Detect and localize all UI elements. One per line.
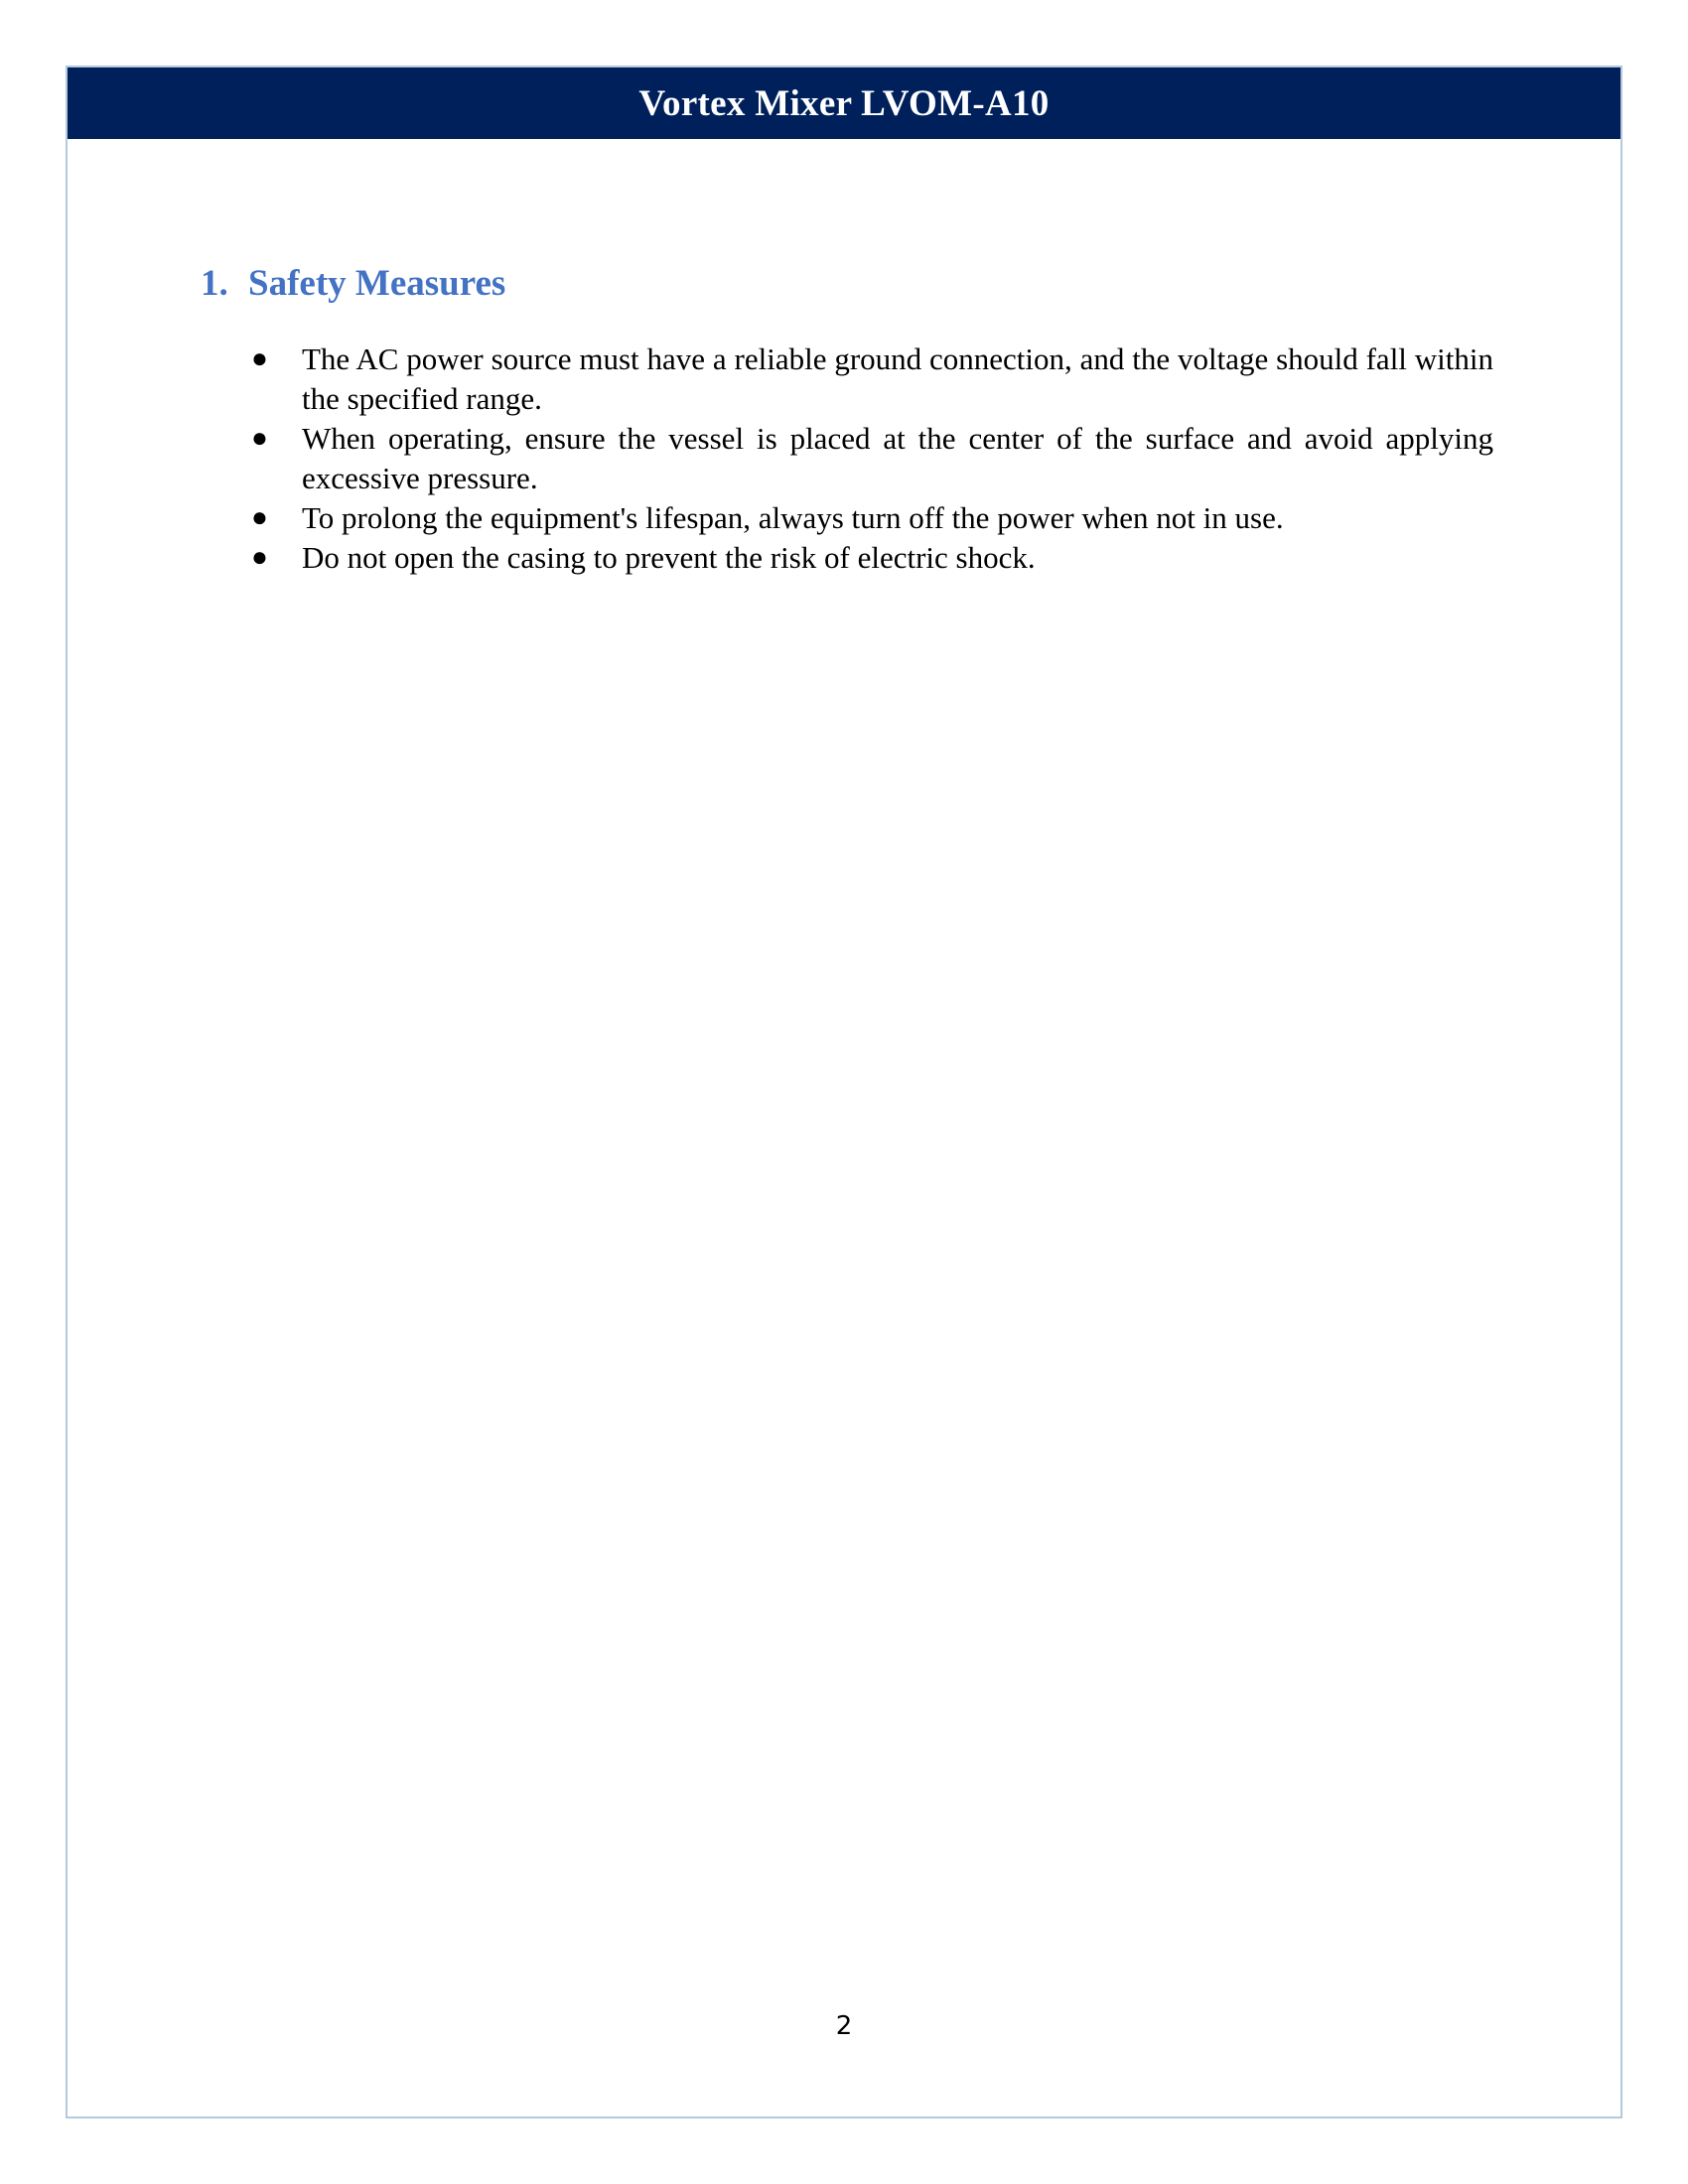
bullet-icon: ● [251,542,268,574]
section-title: Safety Measures [248,263,506,304]
section-heading [201,262,1493,306]
list-item-text: The AC power source must have a reliable ground connection, and the voltage should fall within the specified range. [302,341,1493,417]
list-item-text: When operating, ensure the vessel is placed at the center of the surface and avoid applying excessive pressure. [302,421,1493,496]
bullet-icon: ● [251,502,268,534]
list-item [251,340,1493,419]
safety-bullet-list [201,340,1493,578]
document-header [68,68,1620,139]
list-item-text: To prolong the equipment's lifespan, always turn off the power when not in use. [302,500,1284,536]
section-number: 1. [201,263,228,304]
safety-section [201,262,1493,578]
bullet-icon: ● [251,343,268,375]
list-item [251,538,1493,578]
page-number: 2 [835,2011,853,2041]
bullet-icon: ● [251,423,268,455]
list-item-text: Do not open the casing to prevent the risk of electric shock. [302,540,1036,576]
document-title: Vortex Mixer LVOM-A10 [638,82,1050,124]
list-item [251,419,1493,498]
list-item [251,498,1493,538]
page-frame [66,66,1622,2118]
